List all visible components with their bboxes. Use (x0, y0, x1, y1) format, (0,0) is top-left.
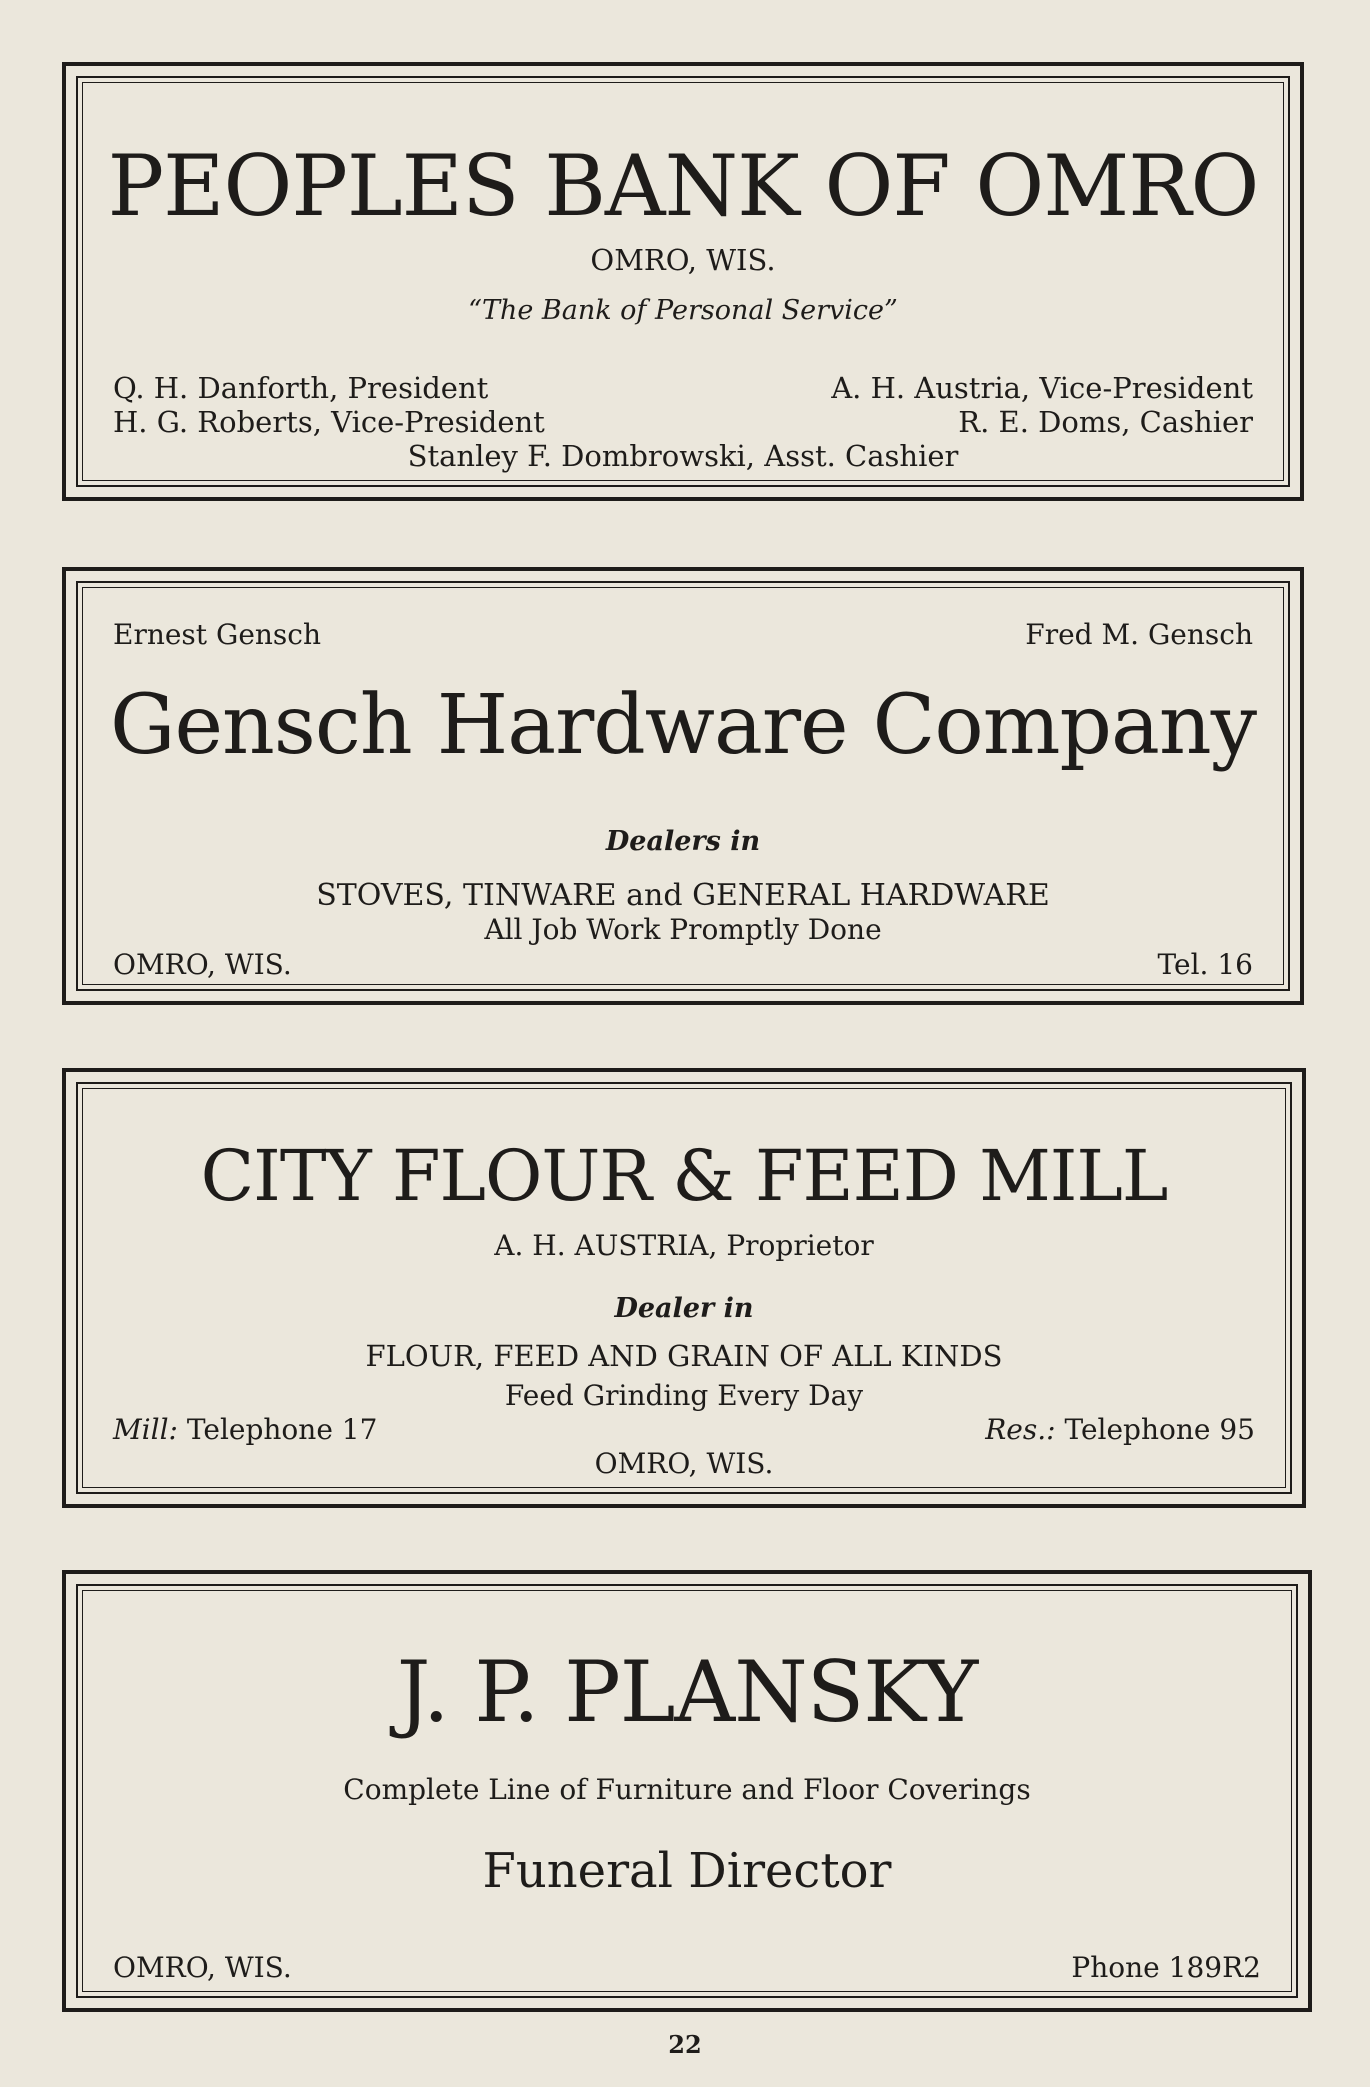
mill-phone (113, 1413, 377, 1446)
service: All Job Work Promptly Done (484, 913, 882, 946)
plansky-ad (62, 1570, 1312, 2012)
res-phone (985, 1413, 1255, 1446)
products: STOVES, TINWARE and GENERAL HARDWARE (316, 878, 1050, 913)
ad-frame (76, 1082, 1292, 1494)
ad-title: PEOPLES BANK OF OMRO (107, 137, 1259, 235)
gensch-hardware-ad (62, 567, 1304, 1005)
officer-left-2: H. G. Roberts, Vice-President (113, 405, 545, 439)
res-label: Res.: (985, 1413, 1056, 1446)
city-flour-mill-ad (62, 1068, 1306, 1508)
peoples-bank-ad (62, 62, 1304, 501)
ad-frame-inner (82, 1088, 1286, 1488)
products: Complete Line of Furniture and Floor Coverings (343, 1773, 1031, 1806)
products: FLOUR, FEED AND GRAIN OF ALL KINDS (365, 1339, 1003, 1373)
proprietor: A. H. AUSTRIA, Proprietor (494, 1229, 874, 1262)
ad-title: Gensch Hardware Company (109, 678, 1257, 773)
officer-center: Stanley F. Dombrowski, Asst. Cashier (407, 439, 959, 473)
ad-frame-inner (82, 82, 1284, 481)
ad-location: OMRO, WIS. (590, 243, 776, 277)
ad-location: OMRO, WIS. (113, 1951, 292, 1984)
officer-left-1: Q. H. Danforth, President (113, 371, 489, 405)
mill-phone-value: Telephone 17 (186, 1413, 378, 1446)
ad-frame-inner (82, 587, 1284, 985)
mill-label: Mill: (113, 1413, 178, 1446)
ad-frame (76, 581, 1290, 991)
owner-left: Ernest Gensch (113, 618, 322, 651)
service: Feed Grinding Every Day (504, 1379, 864, 1412)
ad-title: J. P. PLANSKY (396, 1643, 978, 1741)
page-number: 22 (668, 2030, 702, 2059)
dealers-label: Dealers in (605, 826, 761, 857)
ad-frame (76, 1584, 1298, 1998)
officer-right-1: A. H. Austria, Vice-President (831, 371, 1253, 405)
ad-location: OMRO, WIS. (594, 1447, 774, 1480)
ad-title: CITY FLOUR & FEED MILL (200, 1135, 1168, 1217)
ad-slogan: “The Bank of Personal Service” (468, 295, 898, 326)
service: Funeral Director (482, 1843, 892, 1899)
officer-right-2: R. E. Doms, Cashier (958, 405, 1253, 439)
ad-location: OMRO, WIS. (113, 948, 292, 981)
dealer-label: Dealer in (614, 1293, 754, 1324)
ad-frame (76, 76, 1290, 487)
ad-phone: Phone 189R2 (1071, 1951, 1261, 1984)
ad-phone: Tel. 16 (1157, 948, 1253, 981)
res-phone-value: Telephone 95 (1064, 1413, 1255, 1446)
owner-right: Fred M. Gensch (1025, 618, 1253, 651)
ad-frame-inner (82, 1590, 1292, 1992)
